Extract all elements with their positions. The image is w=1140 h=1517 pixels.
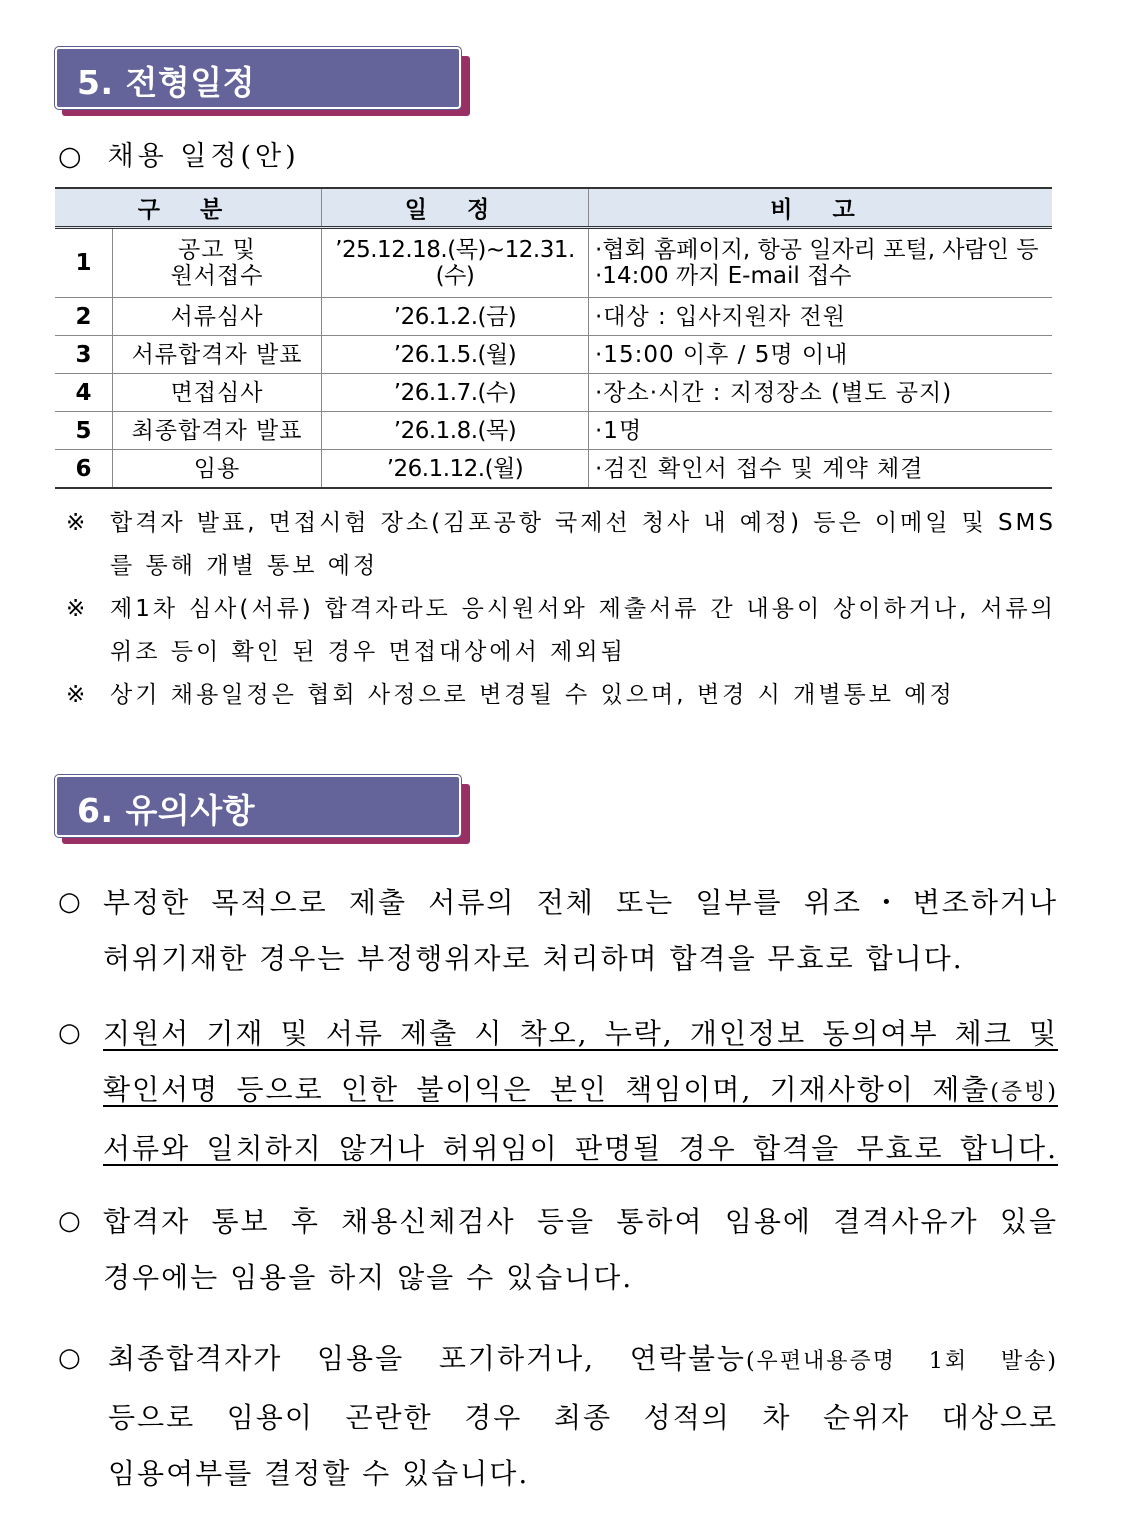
caution-point [58,1006,1058,1177]
table-row [55,336,1052,374]
reference-mark-icon: ※ [66,596,89,622]
section-5-title: 5. 전형일정 [77,63,255,102]
row-category: 서류합격자 발표 [113,336,322,374]
section-6-header [55,775,463,837]
note-text: 상기 채용일정은 협회 사정으로 변경될 수 있으며, 변경 시 개별통보 예정 [110,682,955,708]
point-line: 임용여부를 결정할 수 있습니다. [108,1457,530,1490]
header-box [55,775,461,837]
row-category: 공고 및 원서접수 [113,228,322,298]
circle-bullet: ○ [58,141,86,172]
row-note: ·검진 확인서 접수 및 계약 체결 [589,450,1053,489]
caution-point [58,1194,1058,1306]
schedule-table [55,187,1052,489]
point-line: 서류와 일치하지 않거나 허위임이 판명될 경우 합격을 무효로 합니다. [103,1132,1058,1165]
reference-mark-icon: ※ [66,682,89,708]
point-line: 허위기재한 경우는 부정행위자로 처리하며 합격을 무효로 합니다. [103,942,964,975]
row-number: 4 [55,374,113,412]
schedule-heading-text: 채용 일정(안) [107,141,300,172]
table-row [55,412,1052,450]
row-date: ’25.12.18.(목)~12.31.(수) [322,228,589,298]
circle-bullet: ○ [58,1343,81,1373]
point-line [103,1062,1058,1121]
point-line: 경우에는 임용을 하지 않을 수 있습니다. [103,1261,634,1294]
note-text: 합격자 발표, 면접시험 장소(김포공항 국제선 청사 내 예정) 등은 이메일 및 SMS를 통해 개별 통보 예정 [110,510,1056,579]
row-number: 1 [55,228,113,298]
table-row [55,450,1052,489]
point-line: 합격자 통보 후 채용신체검사 등을 통하여 임용에 결격사유가 있을 [103,1205,1058,1238]
row-number: 2 [55,298,113,336]
note-text: 제1차 심사(서류) 합격자라도 응시원서와 제출서류 간 내용이 상이하거나, 서류의 위조 등이 확인 된 경우 면접대상에서 제외됨 [110,596,1056,665]
table-row [55,374,1052,412]
section-5-header [55,47,463,109]
row-note: ·협회 홈페이지, 항공 일자리 포털, 사람인 등 ·14:00 까지 E-mail 접수 [589,228,1053,298]
section-6-title: 6. 유의사항 [77,791,255,830]
table-row [55,228,1052,298]
circle-bullet: ○ [58,1206,81,1236]
schedule-notes [66,502,1056,717]
row-date: ’26.1.7.(수) [322,374,589,412]
point-line-main: 최종합격자가 임용을 포기하거나, 연락불능 [108,1342,746,1375]
schedule-heading [58,134,300,173]
header-date: 일 정 [322,188,589,228]
row-category: 서류심사 [113,298,322,336]
row-note: ·15:00 이후 / 5명 이내 [589,336,1053,374]
row-category: 면접심사 [113,374,322,412]
row-date: ’26.1.2.(금) [322,298,589,336]
caution-point [58,1331,1058,1502]
header-box [55,47,461,109]
row-note: ·장소·시간 : 지정장소 (별도 공지) [589,374,1053,412]
point-line [108,1331,1058,1390]
row-note: ·1명 [589,412,1053,450]
header-note: 비 고 [589,188,1053,228]
reference-mark-icon: ※ [66,510,89,536]
point-line-small: (증빙) [990,1080,1058,1105]
point-line-small: (우편내용증명 1회 발송) [745,1349,1058,1374]
row-date: ’26.1.8.(목) [322,412,589,450]
point-line: 부정한 목적으로 제출 서류의 전체 또는 일부를 위조・변조하거나 [103,886,1058,919]
row-number: 3 [55,336,113,374]
circle-bullet: ○ [58,887,81,917]
row-note: ·대상 : 입사지원자 전원 [589,298,1053,336]
note-item [66,588,1056,674]
caution-point [58,875,1058,987]
row-number: 6 [55,450,113,489]
note-item [66,502,1056,588]
row-category: 최종합격자 발표 [113,412,322,450]
circle-bullet: ○ [58,1018,81,1048]
table-header-row [55,188,1052,228]
point-line-main: 확인서명 등으로 인한 불이익은 본인 책임이며, 기재사항이 제출 [103,1073,991,1106]
note-item [66,674,1056,717]
row-date: ’26.1.12.(월) [322,450,589,489]
row-category: 임용 [113,450,322,489]
row-number: 5 [55,412,113,450]
header-category: 구 분 [55,188,322,228]
table-row [55,298,1052,336]
row-date: ’26.1.5.(월) [322,336,589,374]
point-line: 등으로 임용이 곤란한 경우 최종 성적의 차 순위자 대상으로 [108,1401,1058,1434]
point-line: 지원서 기재 및 서류 제출 시 착오, 누락, 개인정보 동의여부 체크 및 [103,1017,1058,1050]
